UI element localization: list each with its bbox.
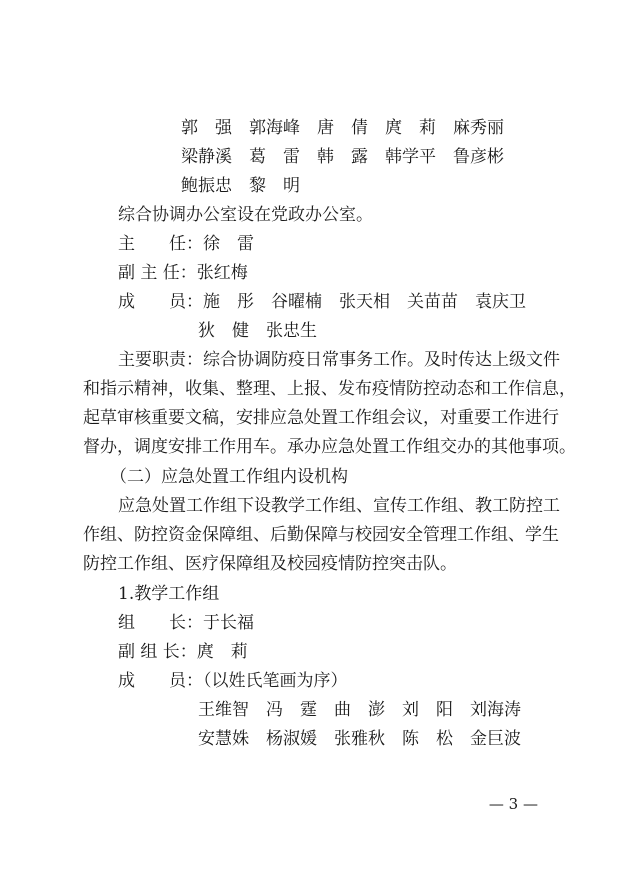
teaching-group-leader-line: 组 长：于长福 (118, 613, 254, 633)
office-deputy-director-line: 副 主 任：张红梅 (118, 263, 248, 283)
duties-line-2: 和指示精神，收集、整理、上报、发布疫情防控动态和工作信息， (83, 379, 576, 399)
member-names-row-2: 梁静溪 葛 雷 韩 露 韩学平 鲁彦彬 (181, 147, 504, 167)
office-members-line-2: 狄 健 张忠生 (198, 321, 317, 341)
teaching-group-members-label: 成 员：（以姓氏笔画为序） (118, 671, 348, 691)
office-director-line: 主 任：徐 雷 (118, 234, 254, 254)
teaching-group-heading: 1.教学工作组 (118, 584, 220, 604)
page-number: — 3 — (488, 795, 538, 813)
teaching-group-members-line-1: 王维智 冯 霆 曲 澎 刘 阳 刘海涛 (198, 700, 521, 720)
section-heading-2: （二）应急处置工作组内设机构 (110, 467, 348, 487)
teaching-group-members-line-2: 安慧姝 杨淑媛 张雅秋 陈 松 金巨波 (198, 729, 521, 749)
duties-line-4: 督办，调度安排工作用车。承办应急处置工作组交办的其他事项。 (83, 437, 576, 457)
teaching-group-deputy-line: 副 组 长：庹 莉 (118, 642, 248, 662)
section2-paragraph-line-2: 作组、防控资金保障组、后勤保障与校园安全管理工作组、学生 (83, 525, 559, 545)
member-names-row-3: 鲍振忠 黎 明 (181, 176, 300, 196)
member-names-row-1: 郭 强 郭海峰 唐 倩 庹 莉 麻秀丽 (181, 118, 504, 138)
duties-line-3: 起草审核重要文稿，安排应急处置工作组会议，对重要工作进行 (83, 408, 559, 428)
office-location-text: 综合协调办公室设在党政办公室。 (118, 205, 373, 225)
office-members-line-1: 成 员：施 彤 谷曜楠 张天相 关苗苗 袁庆卫 (118, 292, 526, 312)
duties-line-1: 主要职责：综合协调防疫日常事务工作。及时传达上级文件 (118, 350, 560, 370)
section2-paragraph-line-3: 防控工作组、医疗保障组及校园疫情防控突击队。 (83, 554, 457, 574)
section2-paragraph-line-1: 应急处置工作组下设教学工作组、宣传工作组、教工防控工 (118, 496, 560, 516)
